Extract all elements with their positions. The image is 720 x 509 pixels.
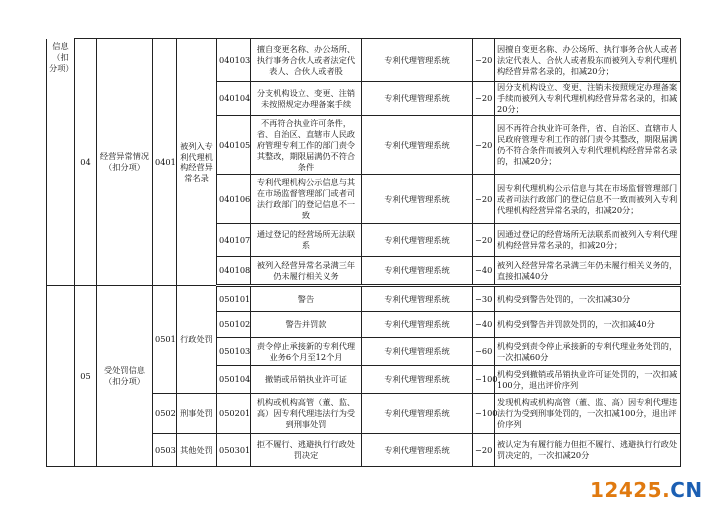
subgroup-code: 0401 <box>153 39 177 286</box>
data-source: 专利代理管理系统 <box>362 366 473 394</box>
data-source: 专利代理管理系统 <box>362 39 473 82</box>
item-description: 责令停止承接新的专利代理业务6个月至12个月 <box>251 338 362 366</box>
scoring-rule: 机构受到警告并罚款处罚的，一次扣减40分 <box>495 312 681 338</box>
scoring-rule: 因专利代理机构公示信息与其在市场监督管理部门或者司法行政部门的登记信息不一致而被列入专利代理机构经营异常名录的，扣减20分； <box>495 175 681 224</box>
data-source: 专利代理管理系统 <box>362 312 473 338</box>
item-description: 撤销或吊销执业许可证 <box>251 366 362 394</box>
group-name: 经营异常情况（扣分项） <box>97 39 153 286</box>
score: −20 <box>473 434 495 467</box>
item-code: 050103 <box>217 338 251 366</box>
score: −60 <box>473 338 495 366</box>
subgroup-name: 行政处罚 <box>177 286 217 394</box>
scoring-rule: 机构受到警告处罚的，一次扣减30分 <box>495 286 681 312</box>
item-code: 050104 <box>217 366 251 394</box>
item-code: 040104 <box>217 82 251 116</box>
data-source: 专利代理管理系统 <box>362 394 473 434</box>
group-code: 04 <box>75 39 97 286</box>
scoring-rule: 机构受到责令停止承接新的专利代理业务处罚的，一次扣减60分 <box>495 338 681 366</box>
group-name: 受处罚信息（扣分项） <box>97 286 153 467</box>
score: −20 <box>473 82 495 116</box>
scoring-rule: 因分支机构设立、变更、注销未按照规定办理备案手续而被列入专利代理机构经营异常名录的，扣减20分； <box>495 82 681 116</box>
data-source: 专利代理管理系统 <box>362 338 473 366</box>
item-code: 040108 <box>217 257 251 286</box>
table-row <box>47 39 681 82</box>
item-description: 警告并罚款 <box>251 312 362 338</box>
scoring-rule: 被列入经营异常名录满三年仍未履行相关义务的，直接扣减40分 <box>495 257 681 286</box>
score: −20 <box>473 39 495 82</box>
data-source: 专利代理管理系统 <box>362 434 473 467</box>
watermark-tld: CN <box>670 478 703 502</box>
data-source: 专利代理管理系统 <box>362 257 473 286</box>
data-source: 专利代理管理系统 <box>362 175 473 224</box>
item-description: 通过登记的经营场所无法联系 <box>251 224 362 257</box>
data-source: 专利代理管理系统 <box>362 224 473 257</box>
item-description: 擅自变更名称、办公场所、执行事务合伙人或者法定代表人、合伙人或者股 <box>251 39 362 82</box>
scoring-rule: 被认定为有履行能力但拒不履行、逃避执行行政处罚决定的，一次扣减20分 <box>495 434 681 467</box>
scoring-rule: 机构受到撤销或吊销执业许可证处罚的，一次扣减100分，退出评价序列 <box>495 366 681 394</box>
item-description: 警告 <box>251 286 362 312</box>
item-code: 050102 <box>217 312 251 338</box>
score: −20 <box>473 175 495 224</box>
site-watermark <box>590 478 703 502</box>
score: −20 <box>473 224 495 257</box>
score: −30 <box>473 286 495 312</box>
section-continued-label: 信息（扣分项） <box>47 39 75 286</box>
subgroup-name: 刑事处罚 <box>177 394 217 434</box>
group-code: 05 <box>75 286 97 467</box>
item-code: 040105 <box>217 116 251 175</box>
subgroup-code: 0503 <box>153 434 177 467</box>
scoring-rule: 因擅自变更名称、办公场所、执行事务合伙人或者法定代表人、合伙人或者股东而被列入专利代理机构经营异常名录的，扣减20分； <box>495 39 681 82</box>
subgroup-code: 0502 <box>153 394 177 434</box>
score: −40 <box>473 257 495 286</box>
item-description: 专利代理机构公示信息与其在市场监督管理部门或者司法行政部门的登记信息不一致 <box>251 175 362 224</box>
item-description: 拒不履行、逃避执行行政处罚决定 <box>251 434 362 467</box>
score: −40 <box>473 312 495 338</box>
item-description: 分支机构设立、变更、注销未按照规定办理备案手续 <box>251 82 362 116</box>
item-code: 050201 <box>217 394 251 434</box>
item-description: 机构或机构高管（董、监、高）因专利代理违法行为受到刑事处罚 <box>251 394 362 434</box>
item-code: 050301 <box>217 434 251 467</box>
data-source: 专利代理管理系统 <box>362 286 473 312</box>
score: −100 <box>473 394 495 434</box>
item-code: 050101 <box>217 286 251 312</box>
data-source: 专利代理管理系统 <box>362 82 473 116</box>
subgroup-code: 0501 <box>153 286 177 394</box>
data-source: 专利代理管理系统 <box>362 116 473 175</box>
item-code: 040106 <box>217 175 251 224</box>
scoring-rule: 发现机构或机构高管（董、监、高）因专利代理违法行为受到刑事处罚的，一次扣减100分，退出评价序列 <box>495 394 681 434</box>
item-description: 不再符合执业许可条件，省、自治区、直辖市人民政府管理专利工作的部门责令其整改，期限届满仍不符合条件 <box>251 116 362 175</box>
watermark-number: 12425 <box>590 478 663 502</box>
subgroup-name: 其他处罚 <box>177 434 217 467</box>
watermark-dot: . <box>662 478 671 502</box>
subgroup-name: 被列入专利代理机构经营异常名录 <box>177 39 217 286</box>
score: −20 <box>473 116 495 175</box>
scoring-table <box>46 38 681 467</box>
scoring-rule: 因不再符合执业许可条件，省、自治区、直辖市人民政府管理专利工作的部门责令其整改，期限届满仍不符合条件而被列入专利代理机构经营异常名录的，扣减20分； <box>495 116 681 175</box>
item-description: 被列入经营异常名录满三年仍未履行相关义务 <box>251 257 362 286</box>
table-row <box>47 286 681 312</box>
score: −100 <box>473 366 495 394</box>
item-code: 040103 <box>217 39 251 82</box>
scoring-rule: 因通过登记的经营场所无法联系而被列入专利代理机构经营异常名录的，扣减20分； <box>495 224 681 257</box>
item-code: 040107 <box>217 224 251 257</box>
section-blank-cell <box>47 286 75 467</box>
